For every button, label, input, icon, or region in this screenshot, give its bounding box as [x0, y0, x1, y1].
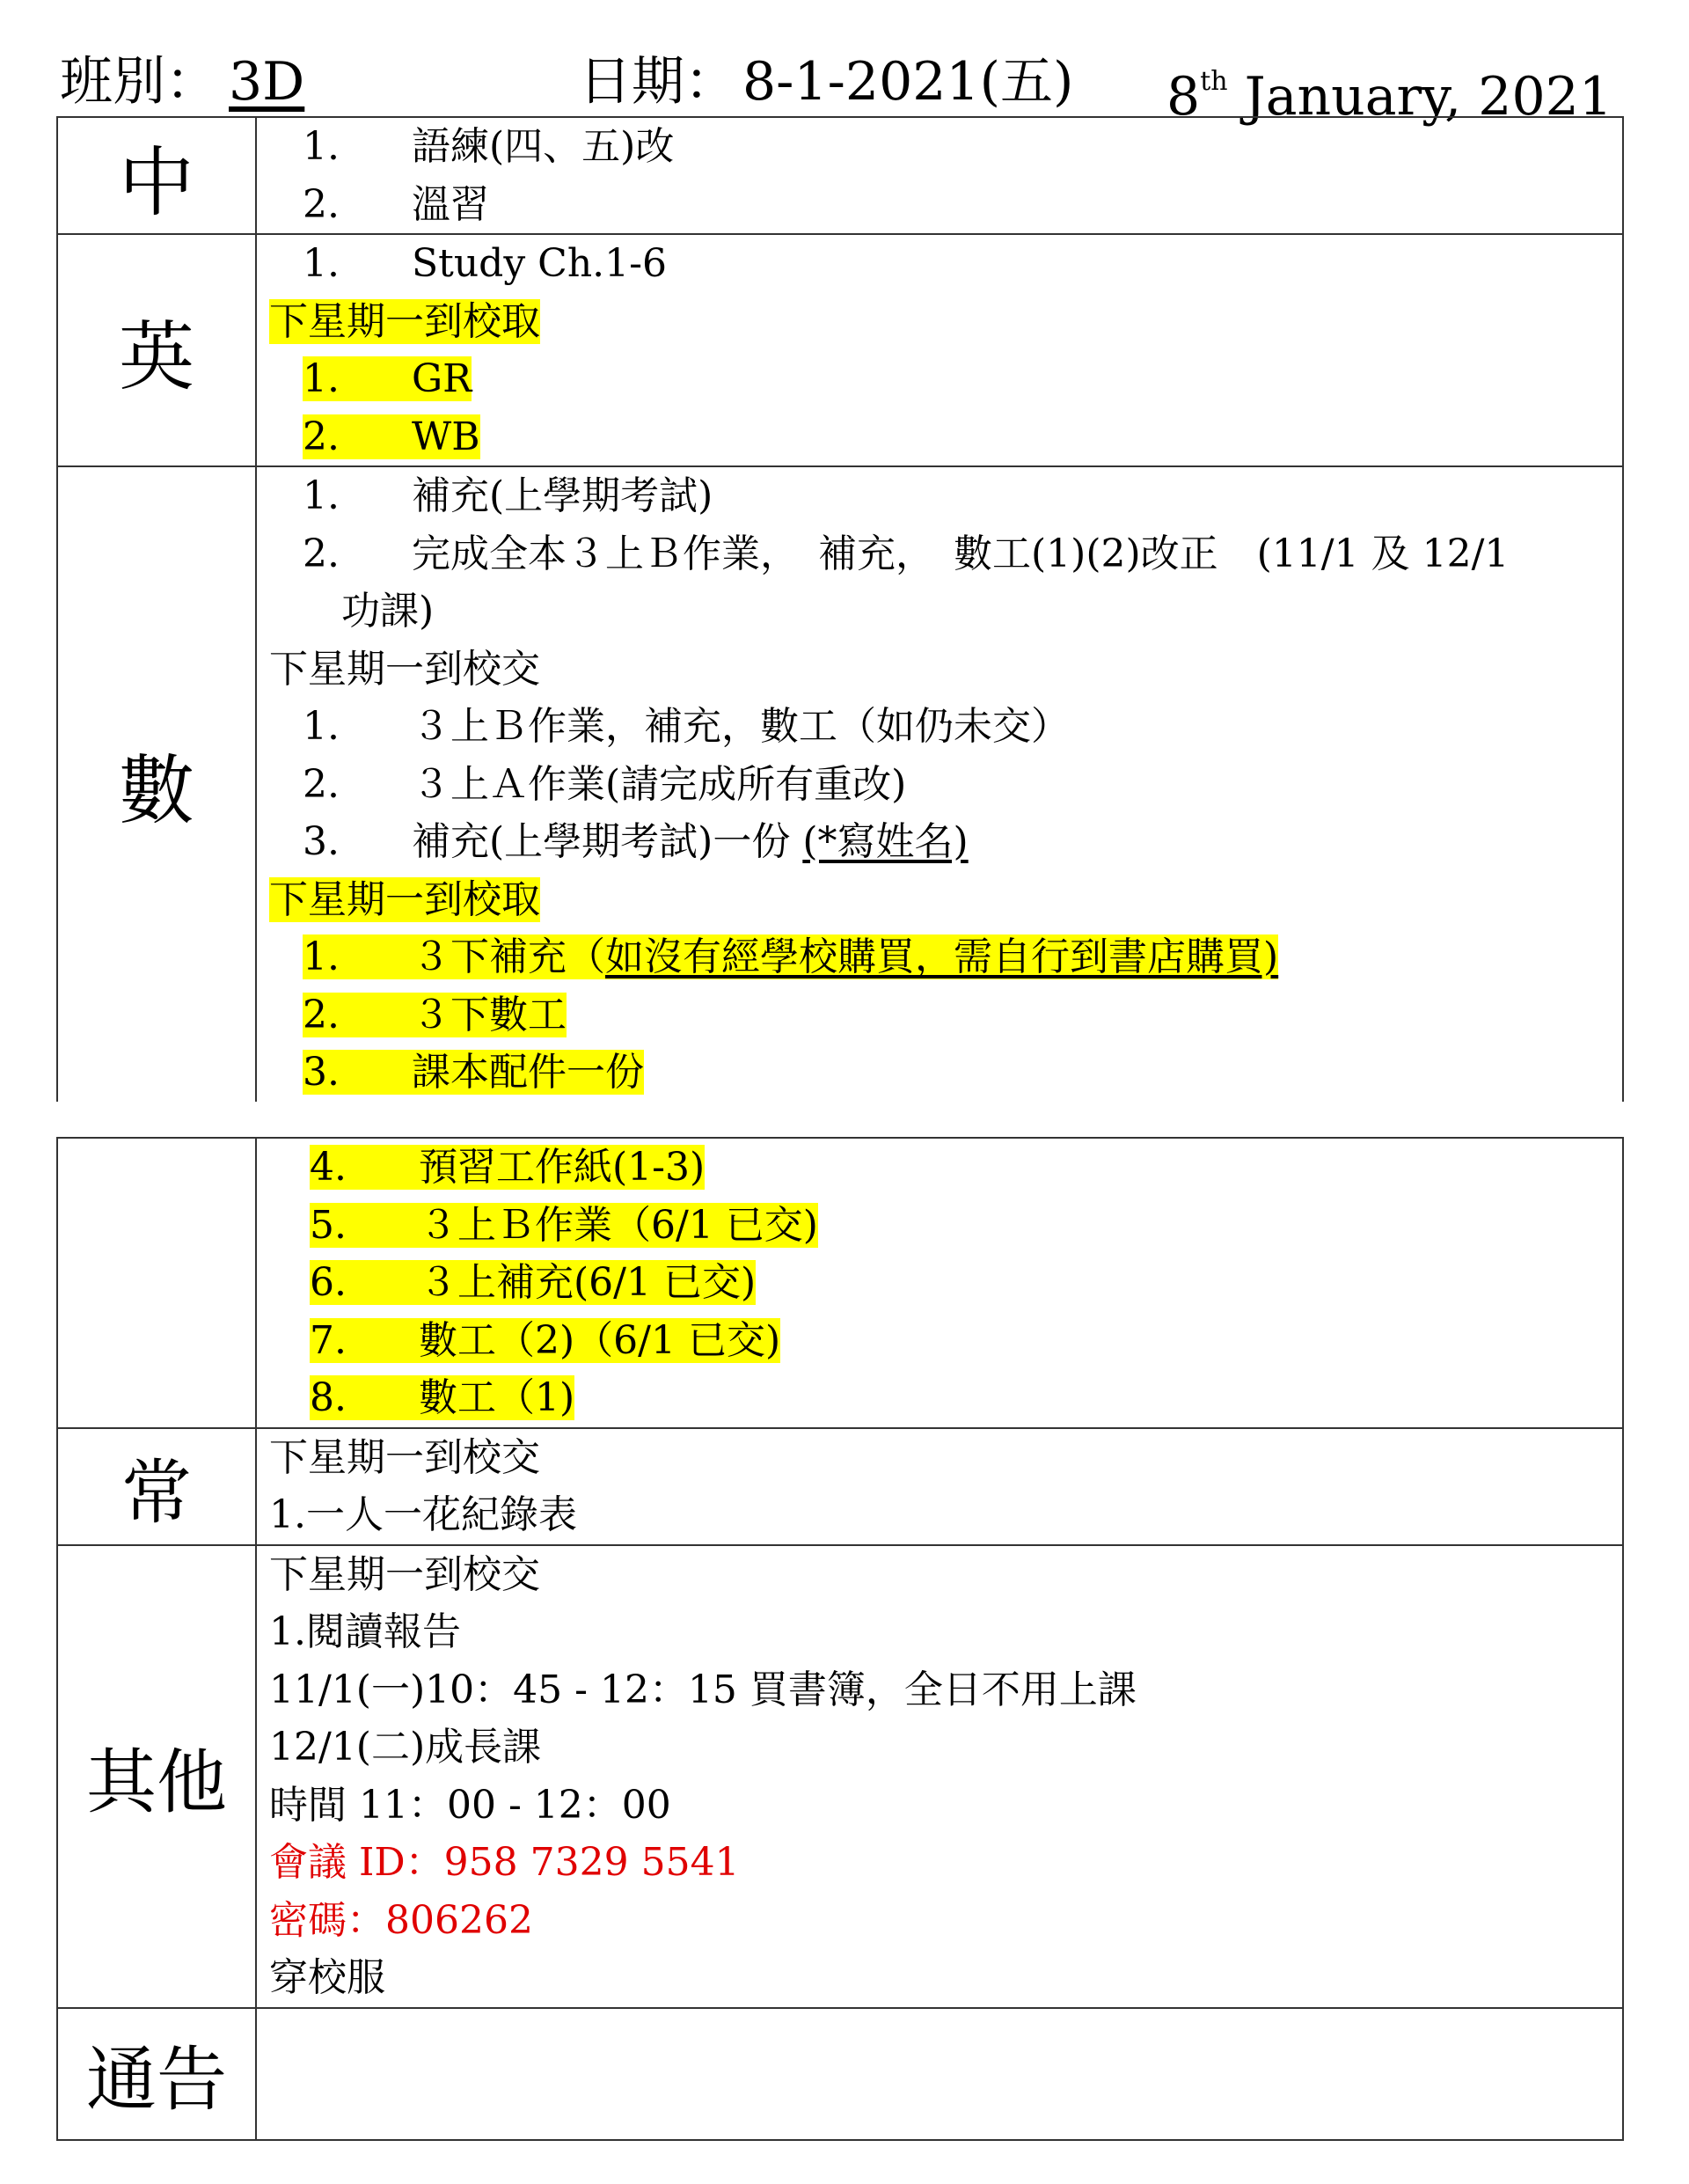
submit-heading: 下星期一到校交: [269, 1434, 540, 1480]
meeting-id: 會議 ID：958 7329 5541: [269, 1840, 740, 1885]
list-item: 2. ３上Ａ作業(請完成所有重改): [303, 761, 907, 807]
list-item: 5. ３上Ｂ作業（6/1 已交): [310, 1202, 818, 1248]
list-item: 穿校服: [269, 1955, 385, 2000]
date-english-suffix: th: [1200, 66, 1228, 97]
math-content: [256, 466, 1623, 1102]
list-item: 8. 數工（1): [310, 1375, 575, 1420]
list-item: 2. 完成全本３上Ｂ作業， 補充， 數工(1)(2)改正 (11/1 及 12/1: [303, 531, 1510, 576]
list-item: 1. 語練(四、五)改: [303, 124, 675, 169]
row-english: [57, 234, 1623, 466]
subject-english: 英: [57, 234, 256, 466]
date-english-day: 8: [1166, 66, 1201, 128]
collect-heading: 下星期一到校取: [269, 876, 540, 922]
notice-content: [256, 2008, 1623, 2140]
list-item: 時間 11：00 - 12：00: [269, 1782, 671, 1828]
subject-general-studies: 常: [57, 1428, 256, 1545]
page-header: [60, 42, 1612, 128]
list-item: 3. 課本配件一份: [303, 1050, 644, 1095]
general-studies-content: [256, 1428, 1623, 1545]
row-others: [57, 1545, 1623, 2008]
list-item-continuation: 功課): [341, 589, 435, 634]
list-item: 1. GR: [303, 356, 472, 401]
list-item: 1. Study Ch.1-6: [303, 241, 668, 286]
list-item: 2. ３下數工: [303, 992, 567, 1037]
collect-heading: 下星期一到校取: [269, 298, 540, 344]
meeting-password: 密碼：806262: [269, 1897, 533, 1943]
list-item: 12/1(二)成長課: [269, 1725, 542, 1770]
homework-table-part2: [56, 1137, 1624, 2141]
submit-heading: 下星期一到校交: [269, 1551, 540, 1597]
row-math: [57, 466, 1623, 1102]
row-notice: [57, 2008, 1623, 2140]
class-label: 班別：: [60, 51, 218, 113]
subject-notice: 通告: [57, 2008, 256, 2140]
list-item: 3. 補充(上學期考試)一份 (*寫姓名): [303, 819, 969, 864]
chinese-content: [256, 117, 1623, 234]
submit-heading: 下星期一到校交: [269, 646, 540, 692]
english-content: [256, 234, 1623, 466]
subject-math: 數: [57, 466, 256, 1102]
subject-math-continued: [57, 1138, 256, 1428]
list-item: 1.一人一花紀錄表: [269, 1492, 577, 1537]
subject-chinese: 中: [57, 117, 256, 234]
math-content-continued: [256, 1138, 1623, 1428]
list-item: 11/1(一)10：45 - 12：15 買書簿，全日不用上課: [269, 1667, 1137, 1712]
date-value: 8-1-2021(五): [742, 51, 1074, 113]
homework-table-part1: [56, 116, 1624, 1102]
list-item: 1. 補充(上學期考試): [303, 473, 713, 518]
list-item: 1.閱讀報告: [269, 1609, 461, 1654]
row-general-studies: [57, 1428, 1623, 1545]
row-chinese: [57, 117, 1623, 234]
others-content: [256, 1545, 1623, 2008]
class-value: 3D: [229, 51, 305, 113]
row-math-continued: [57, 1138, 1623, 1428]
list-item: 2. WB: [303, 414, 480, 459]
list-item: 1. ３上Ｂ作業，補充，數工（如仍未交）: [303, 704, 1070, 749]
list-item: 1. ３下補充（如沒有經學校購買，需自行到書店購買): [303, 934, 1279, 979]
list-item: 6. ３上補充(6/1 已交): [310, 1260, 757, 1305]
subject-others: 其他: [57, 1545, 256, 2008]
list-item: 7. 數工（2)（6/1 已交): [310, 1317, 781, 1363]
list-item: 2. 溫習: [303, 181, 489, 227]
list-item: 4. 預習工作紙(1-3): [310, 1145, 706, 1190]
date-english-rest: January, 2021: [1227, 66, 1612, 128]
date-label: 日期：: [579, 51, 737, 113]
